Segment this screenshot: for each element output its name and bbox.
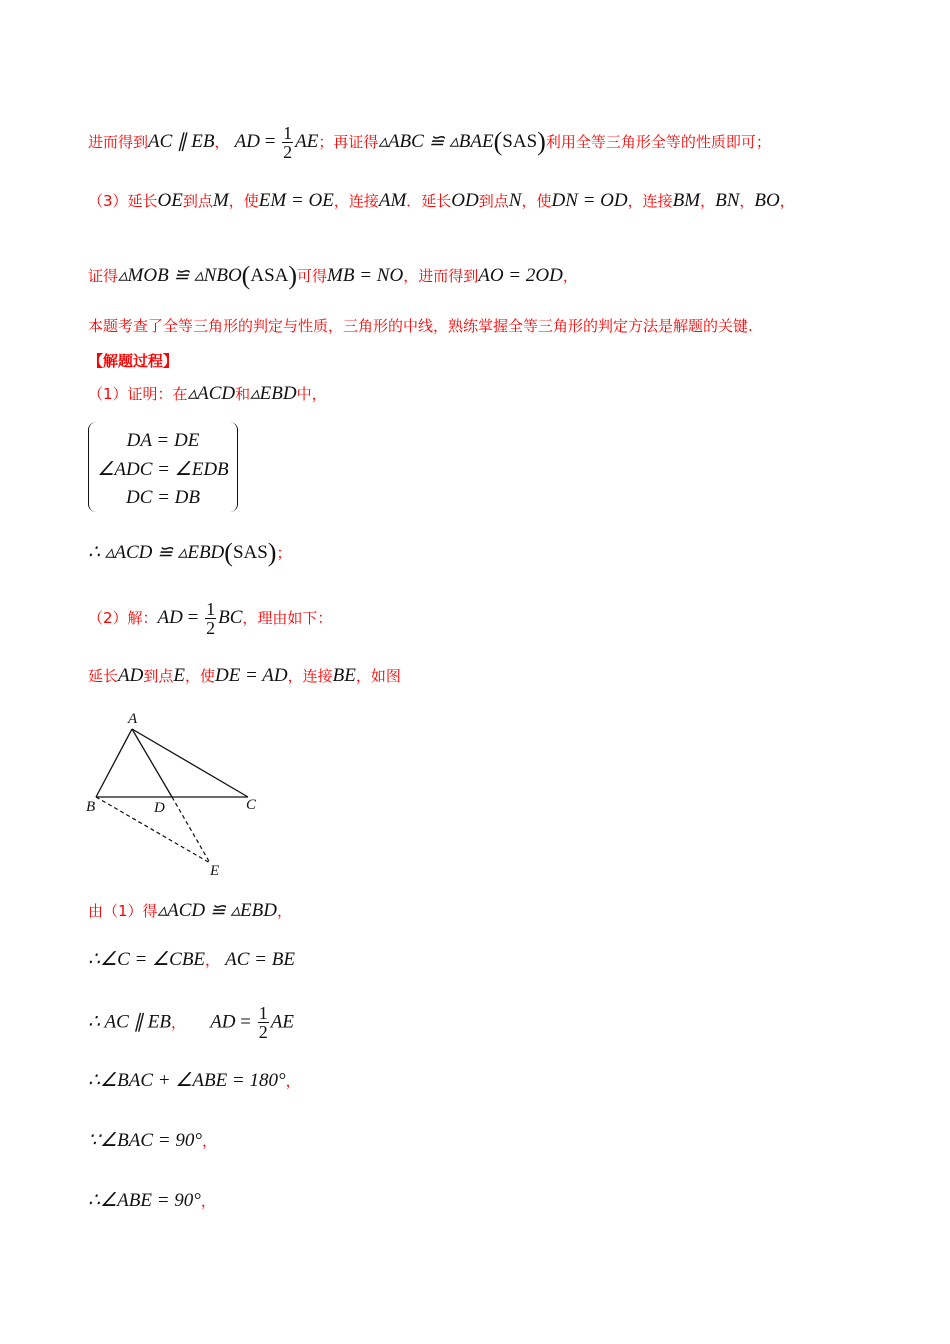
segment-ad xyxy=(132,729,172,797)
text: 到点 xyxy=(478,192,509,210)
segment-be-dashed xyxy=(96,797,210,863)
right-brace xyxy=(229,422,238,512)
math: DE = AD xyxy=(214,665,288,686)
text: ， xyxy=(779,192,795,210)
text: 和 xyxy=(235,385,251,403)
text: ， xyxy=(205,951,221,969)
math: AD xyxy=(234,131,260,152)
math: EM = OE xyxy=(258,190,334,211)
text: （3）延长 xyxy=(88,192,158,210)
text: ，理由如下： xyxy=(242,609,333,627)
from-part1-line xyxy=(88,901,292,921)
label-a: A xyxy=(128,711,138,727)
text: ，连接 xyxy=(287,667,333,685)
text: （2）解： xyxy=(88,609,158,627)
text: ， xyxy=(214,133,230,151)
text: 利用全等三角形全等的性质即可； xyxy=(545,133,771,151)
fraction-denominator: 2 xyxy=(283,142,293,162)
math: SAS xyxy=(232,542,268,563)
math: AM xyxy=(378,190,407,211)
text: 可得 xyxy=(297,267,328,285)
segment-ac xyxy=(132,729,248,797)
label-c: C xyxy=(246,797,257,813)
math: BE xyxy=(332,665,356,686)
text: ，连接 xyxy=(627,192,673,210)
equation-system xyxy=(88,422,238,514)
math: BM xyxy=(672,190,701,211)
analysis-line-1: 进而得到AC ∥ EB， AD = $\frac{1}{2}$ AE；再证得▵ABC ≌ ▵BAE(SAS)利用全等三角形全等的性质即可； xyxy=(88,123,771,162)
heading-text: 【解题过程】 xyxy=(88,352,179,370)
math: OD xyxy=(451,190,479,211)
text: （1）证明：在 xyxy=(88,385,188,403)
text: ， xyxy=(200,1192,216,1210)
text: 到点 xyxy=(143,667,174,685)
text: 本题考查了全等三角形的判定与性质，三角形的中线，熟练掌握全等三角形的判定方法是解题的关键. xyxy=(88,317,753,335)
equation-row-2: ∠ADC = ∠EDB xyxy=(97,459,229,480)
math: AC = BE xyxy=(225,949,295,970)
fraction-numerator: 1 xyxy=(258,1003,268,1023)
text: ， xyxy=(171,1013,187,1032)
part2-claim xyxy=(88,600,332,637)
math: ∴ ▵ACD ≌ ▵EBD xyxy=(88,542,225,563)
math: AE xyxy=(295,131,319,152)
fraction xyxy=(258,1004,269,1041)
math: AD xyxy=(118,665,144,686)
math: ∴∠C = ∠CBE xyxy=(88,949,206,970)
proof-intro-line xyxy=(88,384,327,404)
math: AC ∥ EB xyxy=(148,131,215,152)
math: SAS xyxy=(502,131,538,152)
math: OE xyxy=(157,190,183,211)
math: ▵ACD xyxy=(187,383,236,404)
text: 证得 xyxy=(88,267,119,285)
text: ， xyxy=(276,902,292,920)
math: = xyxy=(259,131,281,152)
label-b: B xyxy=(86,799,96,815)
triangle-figure xyxy=(80,705,280,885)
equation-row-1: DA = DE xyxy=(126,430,200,451)
math: MB = NO xyxy=(327,265,404,286)
text: ，连接 xyxy=(333,192,379,210)
text: ， xyxy=(739,192,755,210)
text: ；再证得 xyxy=(318,133,379,151)
angle-equality-line xyxy=(88,950,295,970)
math: N xyxy=(508,190,522,211)
text: ， xyxy=(700,192,716,210)
equation-row-3: DC = DB xyxy=(125,487,201,508)
text: ，使 xyxy=(184,667,215,685)
math: ∴∠BAC + ∠ABE = 180° xyxy=(88,1070,286,1091)
fraction xyxy=(205,600,216,637)
text: 到点 xyxy=(182,192,213,210)
math: AD xyxy=(210,1011,236,1033)
text: ， xyxy=(285,1072,301,1090)
math: M xyxy=(212,190,229,211)
label-e: E xyxy=(210,863,220,879)
math: ▵ACD ≌ ▵EBD xyxy=(157,900,277,921)
text: ， xyxy=(201,1132,217,1150)
math: E xyxy=(173,665,185,686)
fraction-denominator: 2 xyxy=(258,1022,268,1042)
segment-ab xyxy=(96,729,132,797)
text: 延长 xyxy=(88,667,119,685)
math: AO = 2OD xyxy=(478,265,563,286)
text: ，使 xyxy=(521,192,552,210)
math: AD xyxy=(157,607,183,628)
fraction-numerator: 1 xyxy=(206,599,216,619)
analysis-line-2 xyxy=(88,191,795,211)
solution-heading xyxy=(88,351,178,371)
math: BN xyxy=(715,190,740,211)
fraction-numerator: 1 xyxy=(283,123,293,143)
text: 由（1）得 xyxy=(88,902,158,920)
fraction-denominator: 2 xyxy=(206,618,216,638)
text: ； xyxy=(276,544,292,562)
construction-line xyxy=(88,666,401,686)
math: ∴∠ABE = 90° xyxy=(88,1190,201,1211)
label-d: D xyxy=(154,800,165,816)
math: AE xyxy=(270,1011,294,1033)
math: ∴ AC ∥ EB xyxy=(88,1011,171,1033)
math: BC xyxy=(218,607,243,628)
math: = xyxy=(182,607,204,628)
text: ，使 xyxy=(228,192,259,210)
text: 进而得到 xyxy=(88,133,149,151)
math: ∵∠BAC = 90° xyxy=(88,1130,202,1151)
math: ▵ABC ≌ ▵BAE xyxy=(378,131,494,152)
math: DN = OD xyxy=(551,190,628,211)
math: ▵EBD xyxy=(250,383,297,404)
math: BO xyxy=(754,190,780,211)
text: ， xyxy=(562,267,578,285)
analysis-line-3: 证得▵MOB ≌ ▵NBO(ASA)可得MB = NO，进而得到AO = 2OD， xyxy=(88,261,578,290)
math: = xyxy=(235,1011,256,1033)
fraction xyxy=(282,124,293,161)
given-angle-line xyxy=(88,1131,217,1151)
math: ▵MOB ≌ ▵NBO xyxy=(118,265,242,286)
angle-sum-line xyxy=(88,1071,301,1091)
text: ，如图 xyxy=(355,667,401,685)
parallel-line xyxy=(88,1004,294,1041)
text: 中， xyxy=(296,385,327,403)
summary-line xyxy=(88,316,753,336)
text: ，进而得到 xyxy=(403,267,479,285)
result-angle-line xyxy=(88,1191,216,1211)
math: ASA xyxy=(250,265,289,286)
text: ．延长 xyxy=(406,192,452,210)
congruence-conclusion: ∴ ▵ACD ≌ ▵EBD(SAS)； xyxy=(88,538,292,567)
segment-de-dashed xyxy=(172,797,210,863)
